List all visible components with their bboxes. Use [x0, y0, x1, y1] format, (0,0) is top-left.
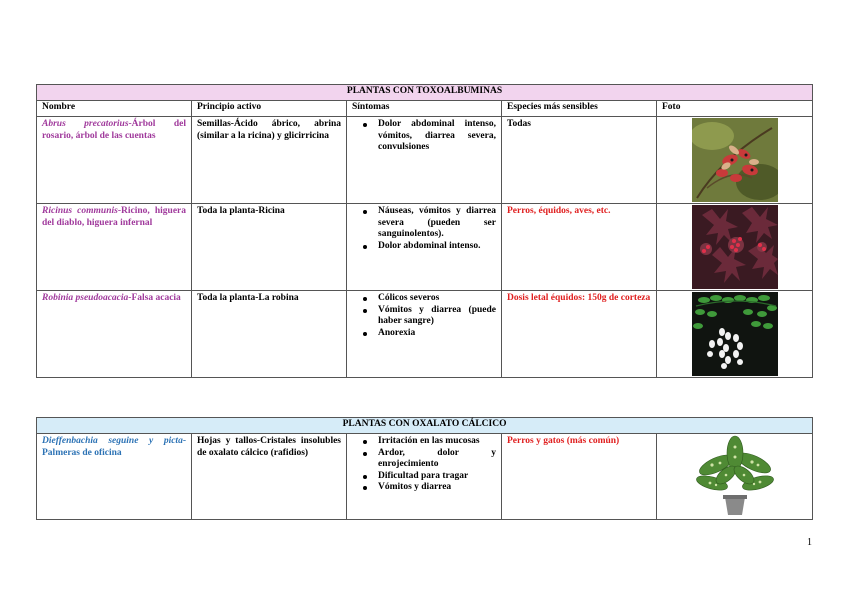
symptoms-list — [352, 293, 496, 339]
header-principio-activo: Principio activo — [192, 101, 347, 117]
symptoms-list — [352, 206, 496, 252]
header-foto: Foto — [657, 101, 813, 117]
table-row — [37, 117, 813, 204]
toxoalbumin-table — [36, 84, 813, 378]
plant-latin-name: Abrus precatorius — [42, 119, 129, 129]
symptom-item: Dificultad para tragar — [378, 471, 496, 483]
table-title-row — [37, 418, 813, 434]
symptoms-list — [352, 436, 496, 494]
active-principle-cell: Semillas-Ácido ábrico, abrina (similar a la ricina) y glicirricina — [192, 117, 347, 204]
calcium-oxalate-table — [36, 417, 813, 520]
symptom-item: Dolor abdominal intenso. — [378, 241, 496, 253]
symptom-item: Náuseas, vómitos y diarrea severa (pueden ser sanguinolentos). — [378, 206, 496, 239]
table-row — [37, 434, 813, 520]
active-principle-cell: Hojas y tallos-Cristales insolubles de oxalato cálcico (rafidios) — [192, 434, 347, 520]
species-cell: Todas — [502, 117, 657, 204]
robinia-pseudoacacia-photo — [692, 292, 778, 376]
table-title-row — [37, 85, 813, 101]
symptom-item: Irritación en las mucosas — [378, 436, 496, 448]
photo-cell — [657, 204, 813, 291]
page-number: 1 — [807, 537, 812, 548]
table-header-row — [37, 101, 813, 117]
plant-latin-name: Ricinus communis — [42, 206, 118, 216]
symptoms-cell — [347, 291, 502, 378]
active-principle-cell: Toda la planta-La robina — [192, 291, 347, 378]
photo-cell — [657, 434, 813, 520]
plant-common-name: -Falsa acacia — [128, 293, 181, 303]
table-row — [37, 291, 813, 378]
symptoms-cell — [347, 117, 502, 204]
symptom-item: Vómitos y diarrea — [378, 482, 496, 494]
photo-cell — [657, 117, 813, 204]
table-row — [37, 204, 813, 291]
abrus-precatorius-photo — [692, 118, 778, 202]
dieffenbachia-photo — [692, 435, 778, 519]
symptoms-list — [352, 119, 496, 154]
calcium-oxalate-table-title: PLANTAS CON OXALATO CÁLCICO — [37, 418, 813, 434]
plant-name-cell — [37, 204, 192, 291]
symptoms-cell — [347, 434, 502, 520]
species-cell: Perros, équidos, aves, etc. — [502, 204, 657, 291]
symptom-item: Cólicos severos — [378, 293, 496, 305]
plant-common-name: -Palmeras de oficina — [42, 436, 186, 458]
header-sintomas: Síntomas — [347, 101, 502, 117]
species-cell: Perros y gatos (más común) — [502, 434, 657, 520]
header-especies: Especies más sensibles — [502, 101, 657, 117]
active-principle-cell: Toda la planta-Ricina — [192, 204, 347, 291]
header-nombre: Nombre — [37, 101, 192, 117]
plant-latin-name: Dieffenbachia seguine y picta — [42, 436, 183, 446]
species-cell: Dosis letal équidos: 150g de corteza — [502, 291, 657, 378]
symptom-item: Dolor abdominal intenso, vómitos, diarrea severa, convulsiones — [378, 119, 496, 152]
ricinus-communis-photo — [692, 205, 778, 289]
symptoms-cell — [347, 204, 502, 291]
plant-name-cell — [37, 434, 192, 520]
plant-common-name: -Ricino, higuera del diablo, higuera infernal — [42, 206, 186, 228]
toxoalbumin-table-title: PLANTAS CON TOXOALBUMINAS — [37, 85, 813, 101]
plant-name-cell — [37, 117, 192, 204]
photo-cell — [657, 291, 813, 378]
symptom-item: Ardor, dolor y enrojecimiento — [378, 447, 496, 469]
plant-name-cell — [37, 291, 192, 378]
symptom-item: Anorexia — [378, 328, 496, 340]
plant-common-name: -Árbol del rosario, árbol de las cuentas — [42, 119, 186, 141]
plant-latin-name: Robinia pseudoacacia — [42, 293, 129, 303]
symptom-item: Vómitos y diarrea (puede haber sangre) — [378, 304, 496, 326]
